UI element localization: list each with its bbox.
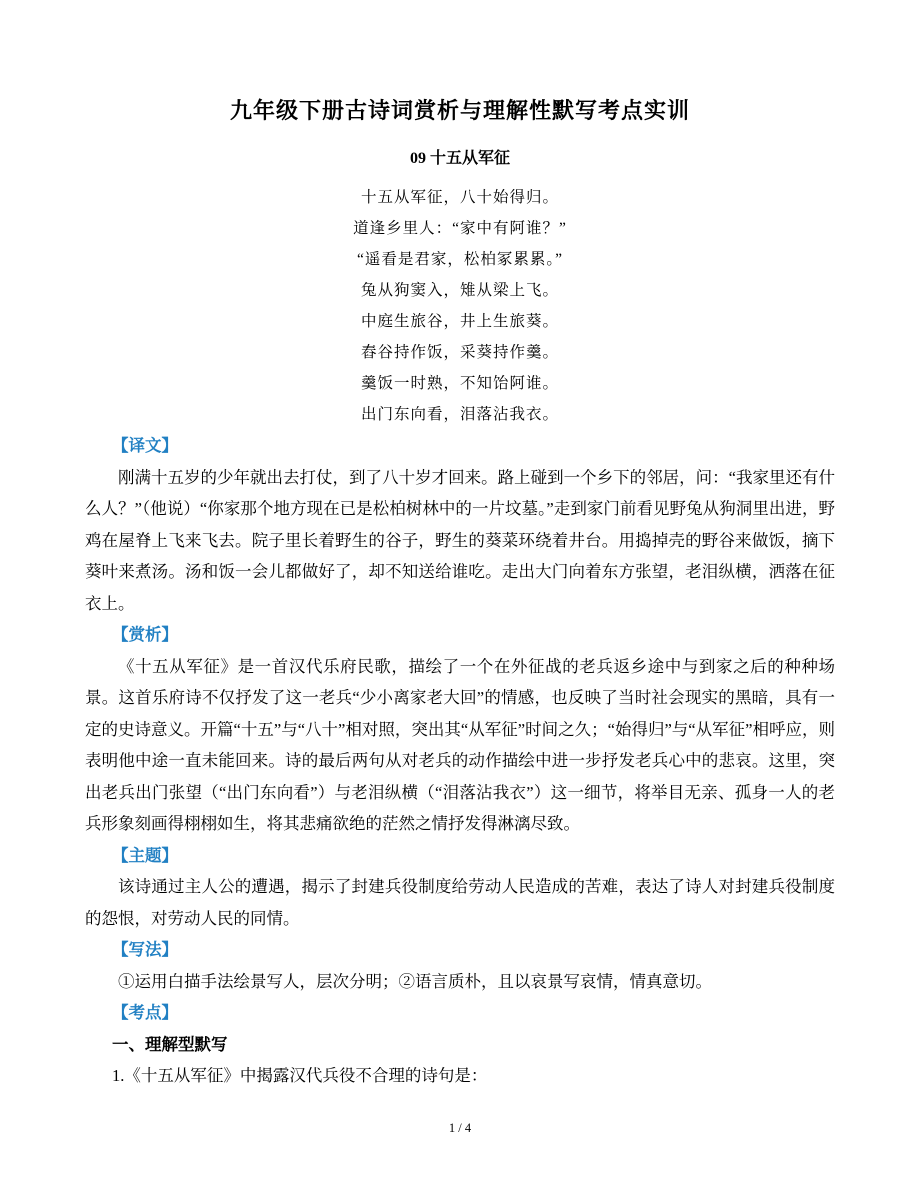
section-exam-points: [85, 997, 835, 1092]
document-title: 九年级下册古诗词赏析与理解性默写考点实训: [229, 98, 690, 123]
poem-line-6: 舂谷持作饭，采葵持作羹。: [360, 344, 559, 361]
exam-question-1: 1.《十五从军征》中揭露汉代兵役不合理的诗句是：: [112, 1066, 488, 1085]
section-theme: [85, 840, 835, 935]
section-analysis: [85, 619, 835, 840]
section-translation: [85, 430, 835, 619]
theme-header: 【主题】: [112, 845, 178, 865]
poem-line-8: 出门东向看，泪落沾我衣。: [360, 406, 559, 423]
translation-header: 【译文】: [112, 436, 178, 455]
poem-line-4: 兔从狗窦入，雉从梁上飞。: [360, 282, 559, 299]
theme-text: 该诗通过主人公的遭遇，揭示了封建兵役制度给劳动人民造成的苦难，表达了诗人对封建兵役制度的怨恨，对劳动人民的同情。: [85, 877, 835, 928]
analysis-header: 【赏析】: [112, 625, 178, 644]
technique-header: 【写法】: [112, 940, 178, 959]
poem-title: 09 十五从军征: [409, 150, 510, 167]
analysis-text: 《十五从军征》是一首汉代乐府民歌，描绘了一个在外征战的老兵返乡途中与到家之后的种种场景。这首乐府诗不仅抒发了这一老兵“少小离家老大回”的情感，也反映了当时社会现实的黑暗，具有一定的史诗意义。开篇“十五”与“八十”相对照，突出其“从军征”时间之久；“始得归”与“从军征”相呼应，则表明他中途一直未能回来。诗的最后两句从对老兵的动作描绘中进一步抒发老兵心中的悲哀。这里，突出老兵出门张望（“出门东向看”）与老泪纵横（“泪落沾我衣”）这一细节，将举目无亲、孤身一人的老兵形象刻画得栩栩如生，将其悲痛欲绝的茫然之情抒发得淋漓尽致。: [85, 656, 835, 833]
technique-text: ①运用白描手法绘景写人，层次分明；②语言质朴，且以哀景写哀情，情真意切。: [118, 971, 712, 991]
poem-line-1: 十五从军征，八十始得归。: [360, 189, 559, 206]
dictation-type-heading: 一、理解型默写: [112, 1034, 228, 1054]
exam-points-header: 【考点】: [112, 1003, 178, 1022]
poem-line-2: 道逢乡里人：“家中有阿谁？”: [353, 220, 567, 237]
poem-line-7: 羹饭一时熟，不知饴阿谁。: [360, 375, 559, 392]
section-technique: [85, 934, 835, 997]
poem-line-3: “遥看是君家，松柏冢累累。”: [356, 251, 563, 268]
poem-line-5: 中庭生旅谷，井上生旅葵。: [360, 313, 559, 330]
translation-text: 刚满十五岁的少年就出去打仗，到了八十岁才回来。路上碰到一个乡下的邻居，问：“我家里还有什么人？”（他说）“你家那个地方现在已是松柏树林中的一片坟墓。”走到家门前看见野兔从狗洞里出进，野鸡在屋脊上飞来飞去。院子里长着野生的谷子，野生的葵菜环绕着井台。用捣掉壳的野谷来做饭，摘下葵叶来煮汤。汤和饭一会儿都做好了，却不知送给谁吃。走出大门向着东方张望，老泪纵横，洒落在征衣上。: [85, 467, 835, 613]
page-number: 1 / 4: [448, 1121, 472, 1135]
poem-block: [85, 182, 835, 430]
